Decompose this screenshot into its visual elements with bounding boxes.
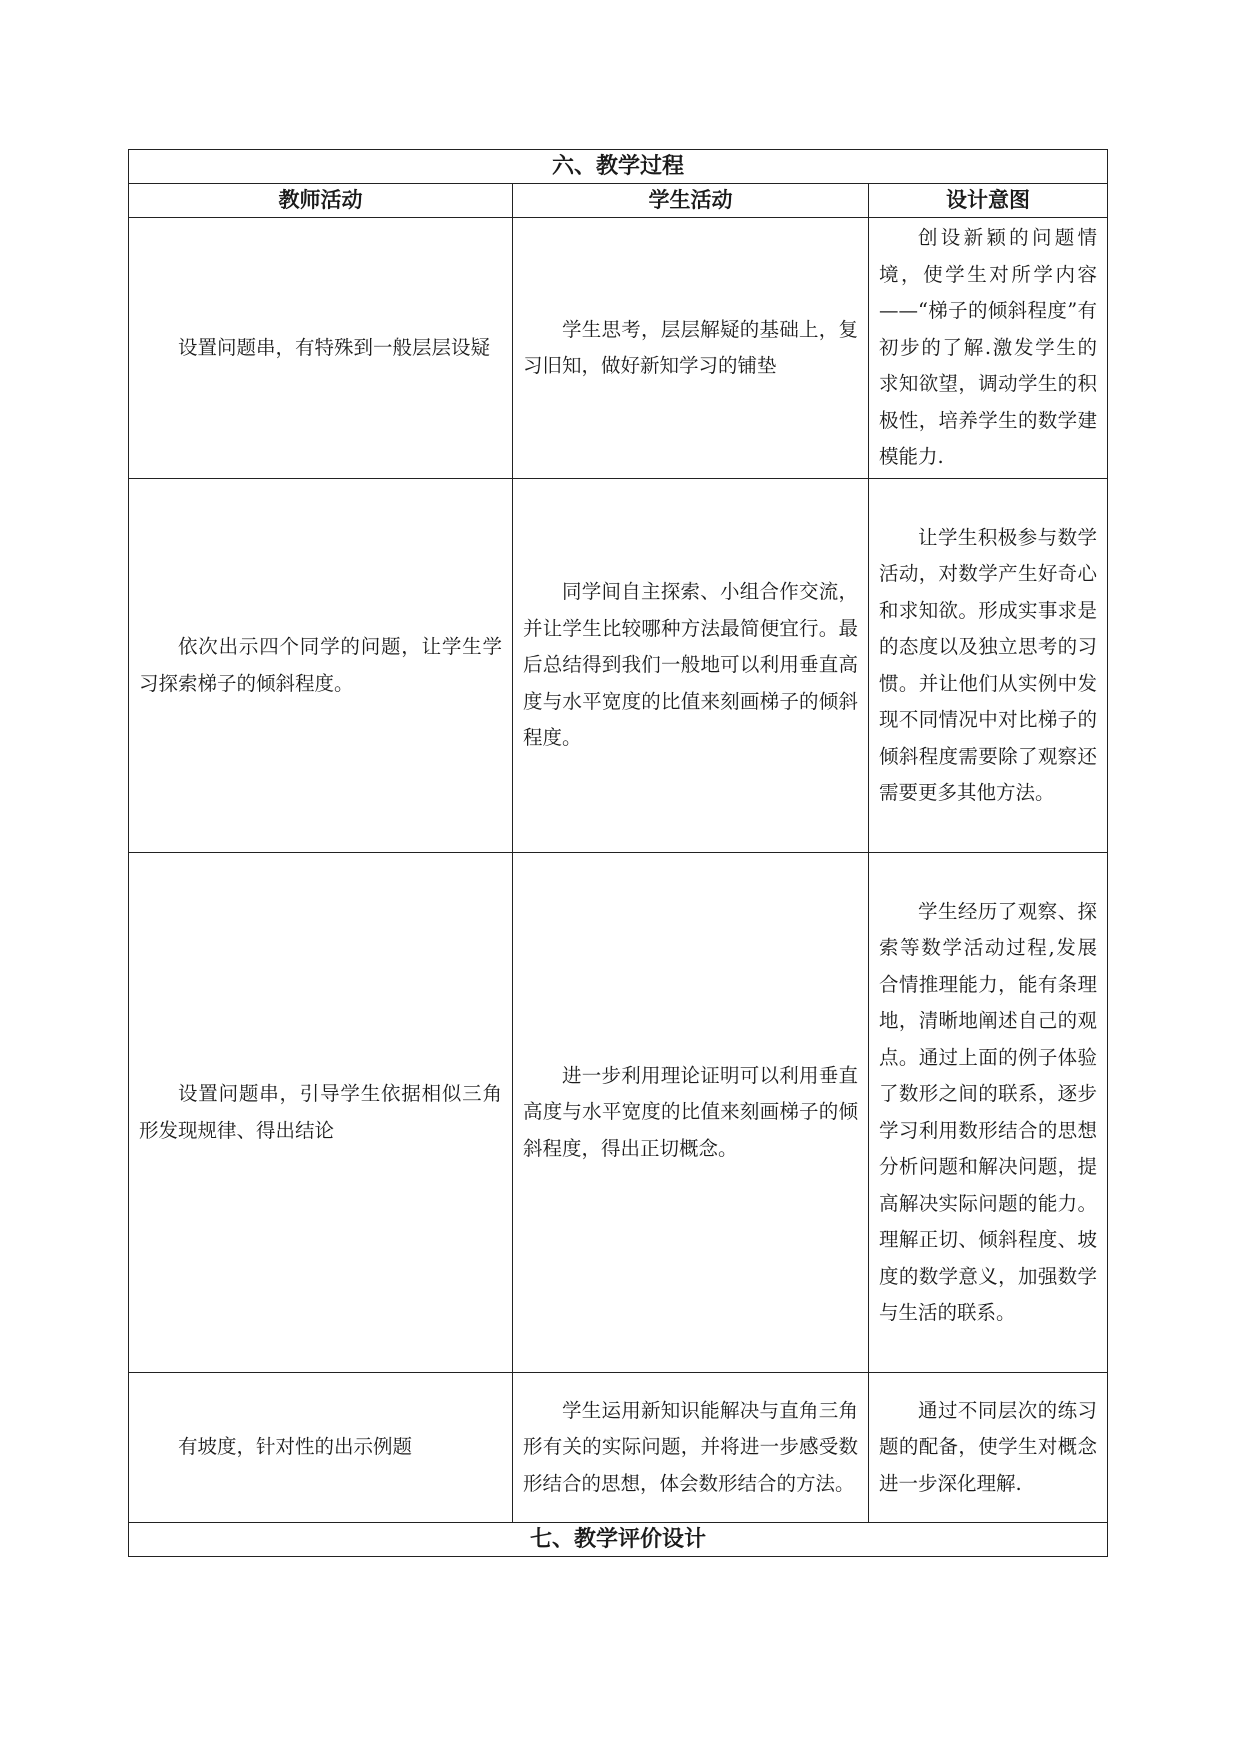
header-design-intent: 设计意图 <box>869 184 1108 218</box>
section-title-teaching-process: 六、教学过程 <box>129 150 1108 184</box>
design-intent-cell: 让学生积极参与数学活动，对数学产生好奇心和求知欲。形成实事求是的态度以及独立思考的习惯。并让他们从实例中发现不同情况中对比梯子的倾斜程度需要除了观察还需要更多其他方法。 <box>869 479 1108 853</box>
student-activity-cell: 同学间自主探索、小组合作交流，并让学生比较哪种方法最简便宜行。最后总结得到我们一般地可以利用垂直高度与水平宽度的比值来刻画梯子的倾斜程度。 <box>513 479 869 853</box>
table-row <box>129 1373 1108 1523</box>
table-row <box>129 218 1108 479</box>
teaching-process-table <box>128 149 1108 1557</box>
table-row <box>129 479 1108 853</box>
design-intent-cell: 创设新颖的问题情境，使学生对所学内容——“梯子的倾斜程度”有初步的了解.激发学生的求知欲望，调动学生的积极性，培养学生的数学建模能力. <box>869 218 1108 479</box>
design-intent-cell: 通过不同层次的练习题的配备，使学生对概念进一步深化理解. <box>869 1373 1108 1523</box>
student-activity-cell: 学生思考，层层解疑的基础上，复习旧知，做好新知学习的铺垫 <box>513 218 869 479</box>
teacher-activity-cell: 设置问题串，引导学生依据相似三角形发现规律、得出结论 <box>129 853 513 1373</box>
teacher-activity-cell: 依次出示四个同学的问题，让学生学习探索梯子的倾斜程度。 <box>129 479 513 853</box>
header-teacher-activity: 教师活动 <box>129 184 513 218</box>
section-title-evaluation-design: 七、教学评价设计 <box>129 1523 1108 1557</box>
header-student-activity: 学生活动 <box>513 184 869 218</box>
student-activity-cell: 学生运用新知识能解决与直角三角形有关的实际问题，并将进一步感受数形结合的思想，体会数形结合的方法。 <box>513 1373 869 1523</box>
design-intent-cell: 学生经历了观察、探索等数学活动过程,发展合情推理能力，能有条理地，清晰地阐述自己的观点。通过上面的例子体验了数形之间的联系，逐步学习利用数形结合的思想分析问题和解决问题，提高解决实际问题的能力。理解正切、倾斜程度、坡度的数学意义，加强数学与生活的联系。 <box>869 853 1108 1373</box>
table-row <box>129 853 1108 1373</box>
student-activity-cell: 进一步利用理论证明可以利用垂直高度与水平宽度的比值来刻画梯子的倾斜程度，得出正切概念。 <box>513 853 869 1373</box>
teacher-activity-cell: 有坡度，针对性的出示例题 <box>129 1373 513 1523</box>
teacher-activity-cell: 设置问题串，有特殊到一般层层设疑 <box>129 218 513 479</box>
